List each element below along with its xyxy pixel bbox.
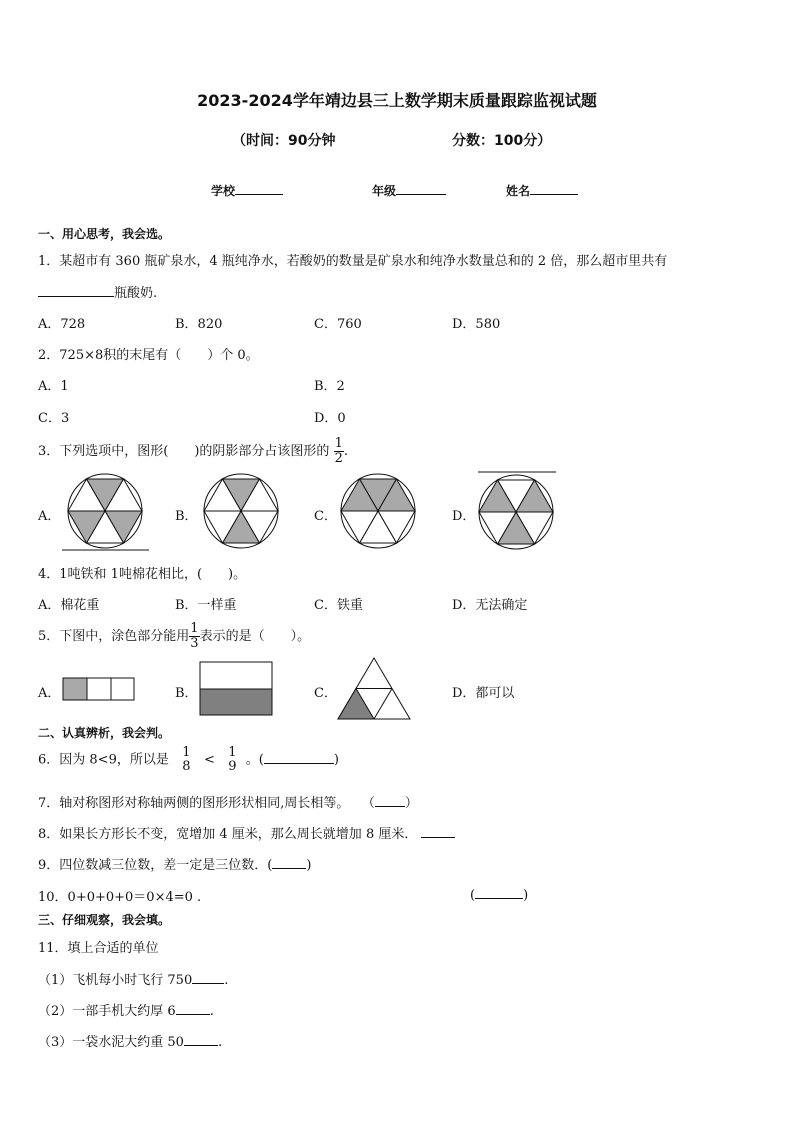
q5-text	[38, 622, 310, 651]
q3-option-c[interactable]: C．	[314, 509, 337, 524]
exam-time: （时间：90分钟	[232, 133, 336, 149]
q3-fraction-denominator: 2	[334, 451, 343, 466]
q3-option-d[interactable]: D．	[452, 509, 476, 524]
q5-fraction-numerator: 1	[190, 621, 199, 636]
q3-text-before: 3．下列选项中，图形( )的阴影部分占该图形的	[38, 444, 330, 459]
q5-text-before: 5．下图中，涂色部分能用	[38, 629, 190, 644]
q6-text	[38, 746, 339, 774]
q11-item-2-text: （2）一部手机大约厚 6	[38, 1004, 176, 1019]
q5-option-d[interactable]: D．都可以	[452, 686, 515, 701]
q2-text: 2．725×8积的末尾有（ ）个 0。	[38, 348, 259, 363]
q8-text	[38, 823, 455, 842]
q6-fraction-2-numerator: 1	[228, 745, 237, 760]
section3-title: 三、仔细观察，我会填。	[38, 913, 171, 927]
q5-figure-a	[62, 677, 136, 701]
q5-figure-c	[337, 657, 413, 721]
q11-item-1	[38, 969, 228, 988]
q11-text: 11．填上合适的单位	[38, 941, 159, 956]
q4-option-a[interactable]: A．棉花重	[38, 598, 100, 613]
q4-option-c[interactable]: C．铁重	[314, 598, 363, 613]
q3-text	[38, 437, 348, 466]
q3-option-a[interactable]: A．	[38, 509, 61, 524]
q2-option-d[interactable]: D．0	[314, 411, 346, 426]
q4-text: 4．1吨铁和 1吨棉花相比，( )。	[38, 567, 247, 582]
q6-fraction-1-numerator: 1	[182, 745, 191, 760]
q11-item-3-text: （3）一袋水泥大约重 50	[38, 1035, 184, 1050]
page-title: 2023-2024学年靖边县三上数学期末质量跟踪监视试题	[197, 91, 597, 110]
q11-item-2-blank[interactable]	[176, 1002, 210, 1015]
q6-fraction-1-denominator: 8	[182, 759, 191, 774]
q10-answer	[470, 886, 528, 903]
q11-item-3	[38, 1031, 222, 1050]
name-label: 姓名	[506, 184, 531, 198]
q3-figure-b	[203, 473, 283, 553]
exam-score: 分数：100分）	[452, 133, 552, 149]
q6-less-than: <	[203, 752, 215, 768]
q7-open: （	[361, 796, 375, 811]
q5-option-a[interactable]: A．	[38, 686, 61, 701]
q11-item-3-blank[interactable]	[184, 1033, 218, 1046]
name-blank[interactable]	[530, 182, 578, 195]
q5-option-b[interactable]: B．	[175, 686, 198, 701]
section1-title: 一、用心思考，我会选。	[38, 227, 171, 241]
q1-answer-blank[interactable]	[38, 284, 114, 297]
q3-option-b[interactable]: B．	[175, 509, 198, 524]
school-blank[interactable]	[235, 182, 283, 195]
q3-figure-a	[62, 473, 152, 553]
q7-answer-blank[interactable]	[375, 794, 405, 807]
q6-answer-blank[interactable]	[264, 751, 334, 764]
q7-text	[38, 792, 418, 811]
q2-option-a[interactable]: A．1	[38, 379, 69, 394]
q11-item-2	[38, 1000, 214, 1019]
q10-text: 10．0+0+0+0＝0×4=0 .	[38, 890, 202, 905]
q8-text-body: 8．如果长方形长不变，宽增加 4 厘米，那么周长就增加 8 厘米．	[38, 827, 418, 842]
q11-item-2-end: .	[209, 1004, 214, 1019]
q3-fraction	[334, 437, 344, 466]
q6-fraction-2-denominator: 9	[228, 759, 237, 774]
q10-answer-blank[interactable]	[475, 886, 523, 899]
q2-option-c[interactable]: C．3	[38, 411, 70, 426]
q11-item-1-text: （1）飞机每小时飞行 750	[38, 973, 193, 988]
q3-figure-c	[340, 473, 420, 553]
q5-text-after: 表示的是（ ）。	[199, 629, 311, 644]
q11-item-1-end: .	[224, 973, 229, 988]
q5-fraction-denominator: 3	[190, 636, 199, 651]
q9-close: )	[306, 858, 312, 873]
q6-fraction-2	[227, 746, 237, 774]
q6-text-before: 6．因为 8<9，所以是	[38, 752, 169, 768]
q1-line2	[38, 282, 157, 301]
q11-item-3-end: .	[217, 1035, 223, 1050]
q4-option-b[interactable]: B．一样重	[175, 598, 237, 613]
q10-open: (	[470, 888, 476, 903]
grade-blank[interactable]	[396, 182, 446, 195]
q9-answer-blank[interactable]	[272, 856, 306, 869]
q5-option-c[interactable]: C．	[314, 686, 337, 701]
q2-option-b[interactable]: B．2	[314, 379, 345, 394]
q10-close: )	[523, 888, 529, 903]
q9-text-body: 9．四位数减三位数，差一定是三位数．(	[38, 858, 273, 873]
q9-text	[38, 854, 311, 873]
q7-text-body: 7．轴对称图形对称轴两侧的图形形状相同,周长相等。	[38, 796, 350, 811]
section2-title: 二、认真辨析，我会判。	[38, 726, 171, 740]
q1-text: 1．某超市有 360 瓶矿泉水，4 瓶纯净水，若酸奶的数量是矿泉水和纯净水数量总和的 2 倍，那么超市里共有	[38, 254, 668, 269]
q6-close: )	[333, 752, 339, 768]
q1-option-b[interactable]: B．820	[175, 317, 223, 332]
q6-text-after: 。(	[245, 752, 264, 768]
q1-line2-text: 瓶酸奶.	[114, 286, 158, 301]
school-field[interactable]	[211, 182, 283, 199]
q4-option-d[interactable]: D．无法确定	[452, 598, 528, 613]
q11-item-1-blank[interactable]	[192, 971, 224, 984]
grade-label: 年级	[372, 184, 397, 198]
q5-fraction	[189, 622, 199, 651]
name-field[interactable]	[506, 182, 578, 199]
school-label: 学校	[211, 184, 236, 198]
q1-option-a[interactable]: A．728	[38, 317, 86, 332]
q3-fraction-numerator: 1	[334, 436, 343, 451]
q6-fraction-1	[181, 746, 191, 774]
q8-answer-blank[interactable]	[421, 825, 455, 838]
q5-figure-b	[199, 661, 275, 717]
q1-option-d[interactable]: D．580	[452, 317, 501, 332]
q1-option-c[interactable]: C．760	[314, 317, 362, 332]
q3-figure-d	[476, 471, 558, 553]
grade-field[interactable]	[372, 182, 446, 199]
q7-close: ）	[404, 796, 418, 811]
q3-text-after: .	[343, 444, 348, 459]
